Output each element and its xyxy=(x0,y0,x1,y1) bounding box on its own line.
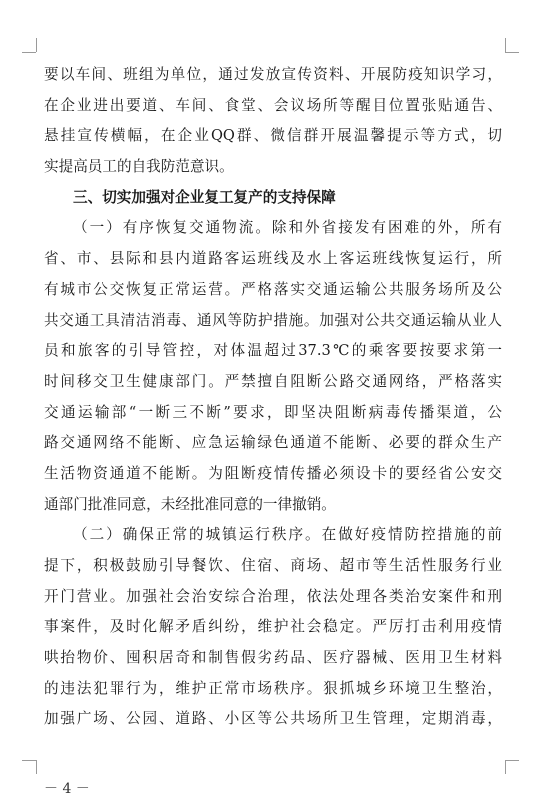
document-body xyxy=(44,60,502,735)
body-line: 实提高员工的自我防范意识。 xyxy=(44,158,234,176)
body-line: 悬挂宣传横幅，在企业QQ群、微信群开展温馨提示等方式，切 xyxy=(44,127,502,145)
body-line: 事案件，及时化解矛盾纠纷，维护社会稳定。严厉打击利用疫情 xyxy=(44,618,502,636)
section-heading: 三、切实加强对企业复工复产的支持保障 xyxy=(73,188,336,206)
body-line: 加强广场、公园、道路、小区等公共场所卫生管理，定期消毒， xyxy=(44,710,502,728)
crop-mark xyxy=(36,760,37,774)
body-line: 生活物资通道不能断。为阻断疫情传播必须设卡的要经省公安交 xyxy=(44,464,502,482)
body-line: 哄抬物价、囤积居奇和制售假劣药品、医疗器械、医用卫生材料 xyxy=(44,649,502,667)
crop-mark xyxy=(505,760,519,761)
body-line: 开门营业。加强社会治安综合治理，依法处理各类治安案件和刑 xyxy=(44,587,502,605)
body-line: 的违法犯罪行为，维护正常市场秩序。狠抓城乡环境卫生整治， xyxy=(44,679,502,697)
body-line: 提下，积极鼓励引导餐饮、住宿、商场、超市等生活性服务行业 xyxy=(44,557,502,574)
page-number: － 4 － xyxy=(44,781,90,797)
body-line: 有城市公交恢复正常运营。严格落实交通运输公共服务场所及公 xyxy=(44,280,502,298)
body-line: 要以车间、班组为单位，通过发放宣传资料、开展防疫知识学习， xyxy=(44,66,502,83)
body-line: 通部门批准同意，未经批准同意的一律撤销。 xyxy=(44,495,336,513)
body-line: 交通运输部“一断三不断”要求，即坚决阻断病毒传播渠道，公 xyxy=(44,403,502,421)
crop-mark xyxy=(505,52,519,53)
crop-mark xyxy=(22,760,36,761)
crop-mark xyxy=(22,52,36,53)
crop-mark xyxy=(505,760,506,774)
paragraph-first-line: （一）有序恢复交通物流。除和外省接发有困难的外，所有 xyxy=(73,219,502,237)
paragraph-first-line: （二）确保正常的城镇运行秩序。在做好疫情防控措施的前 xyxy=(73,526,502,544)
crop-mark xyxy=(36,38,37,52)
body-line: 在企业进出要道、车间、食堂、会议场所等醒目位置张贴通告、 xyxy=(44,96,502,114)
crop-mark xyxy=(505,38,506,52)
body-line: 省、市、县际和县内道路客运班线及水上客运班线恢复运行，所 xyxy=(44,250,502,268)
body-line: 共交通工具清洁消毒、通风等防护措施。加强对公共交通运输从业人 xyxy=(44,311,502,329)
body-line: 时间移交卫生健康部门。严禁擅自阻断公路交通网络，严格落实 xyxy=(44,372,502,390)
body-line: 员和旅客的引导管控，对体温超过37.3℃的乘客要按要求第一 xyxy=(44,342,502,360)
body-line: 路交通网络不能断、应急运输绿色通道不能断、必要的群众生产 xyxy=(44,434,502,452)
